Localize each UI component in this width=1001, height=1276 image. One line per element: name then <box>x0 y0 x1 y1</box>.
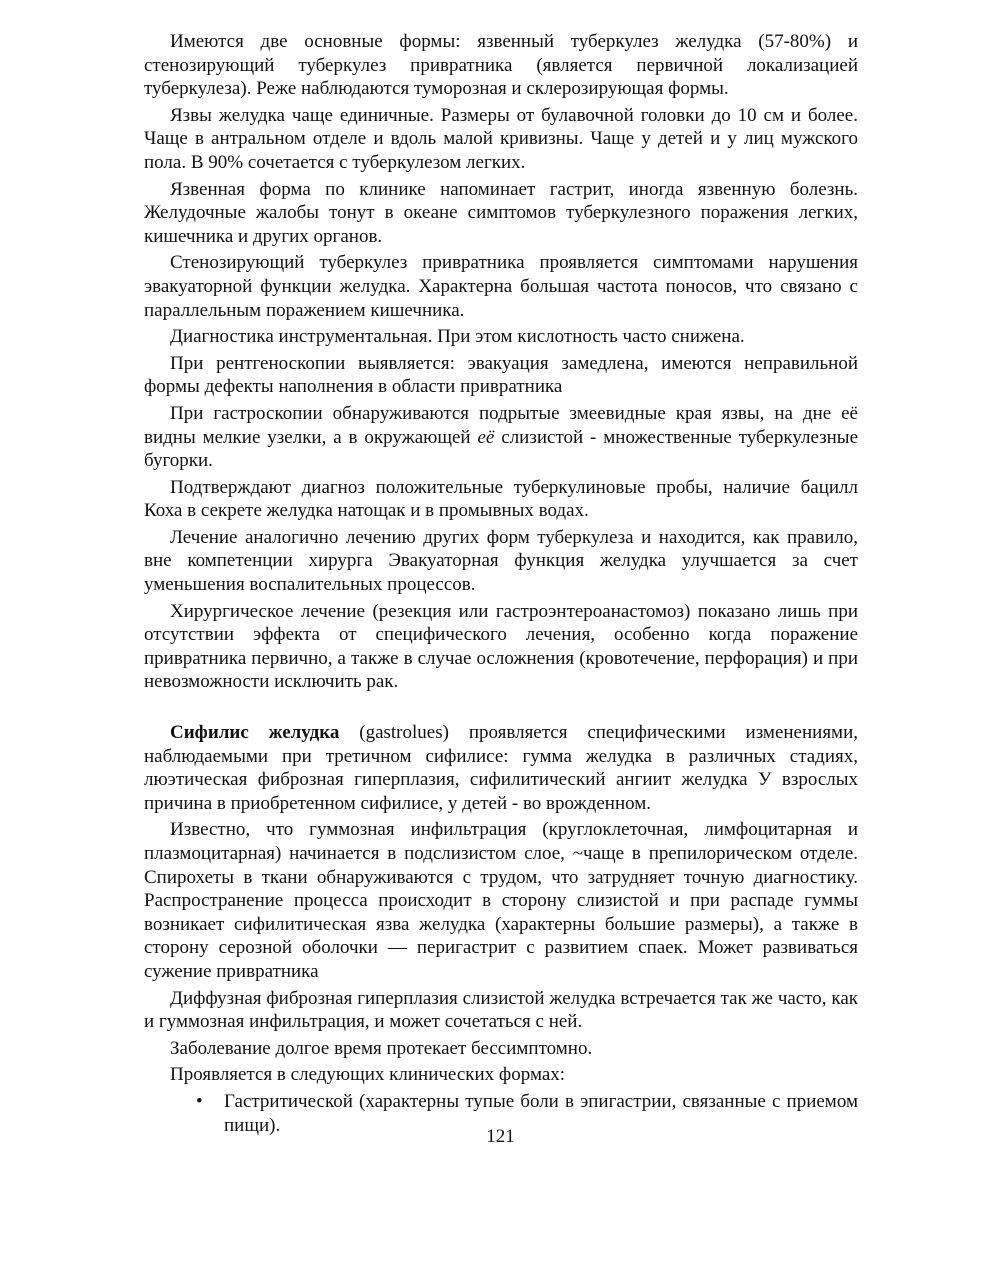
list-item-text: Гастритической (характерны тупые боли в эпигастрии, связанные с приемом пищи). <box>224 1090 858 1136</box>
paragraph: Известно, что гуммозная инфильтрация (круглоклеточная, лимфоцитарная и плазмоцитарная) начинается в подслизистом слое, ~чаще в препилорическом отделе. Спирохеты в ткани обнаруживаются с трудом, что затрудняет точную диагностику. Распространение процесса происходит в сторону слизистой и при распаде гуммы возникает сифилитическая язва желудка (характерны большие размеры), а также в сторону серозной оболочки — перигастрит с развитием спаек. Может развиваться сужение привратника <box>144 819 858 982</box>
section-title: Сифилис желудка <box>170 722 340 744</box>
paragraph-text: слизистой - множественные туберкулезные бугорки. <box>144 426 859 472</box>
paragraph: Проявляется в следующих клинических формах: <box>170 1064 566 1086</box>
emphasis-text: её <box>477 426 495 448</box>
paragraph: Стенозирующий туберкулез привратника проявляется симптомами нарушения эвакуаторной функции желудка. Характерна большая частота поносов, что связано с параллельным поражением кишечника. <box>144 252 858 321</box>
paragraph: Хирургическое лечение (резекция или гастроэнтероанастомоз) показано лишь при отсутствии эффекта от специфического лечения, особенно когда поражение привратника первично, а также в случае осложнения (кровотечение, перфорация) и при невозможности исключить рак. <box>144 600 858 693</box>
paragraph: Язвы желудка чаще единичные. Размеры от булавочной головки до 10 см и более. Чаще в антральном отделе и вдоль малой кривизны. Чаще у детей и у лиц мужского пола. В 90% сочетается с туберкулезом легких. <box>144 104 858 173</box>
paragraph <box>144 402 858 473</box>
paragraph-text: (gastrolues) проявляется специфическими изменениями, наблюдаемыми при третичном сифилисе: гумма желудка в различных стадиях, люэтическая фиброзная гиперплазия, сифилитический ангиит желудка У взрослых причина в приобретенном сифилисе, у детей - во врожденном. <box>144 722 858 814</box>
document-page <box>144 30 858 1137</box>
paragraph: При рентгеноскопии выявляется: эвакуация замедлена, имеются неправильной формы дефекты наполнения в области привратника <box>144 352 858 398</box>
paragraph: Имеются две основные формы: язвенный туберкулез желудка (57-80%) и стенозирующий туберкулез привратника (является первичной локализацией туберкулеза). Реже наблюдаются туморозная и склерозирующая формы. <box>144 31 858 100</box>
section-intro <box>144 721 858 815</box>
page-number: 121 <box>486 1126 515 1147</box>
paragraph-text: При гастроскопии обнаруживаются подрытые змеевидные края язвы, на дне её видны мелкие узелки, а в окружающей <box>144 402 858 448</box>
bullet-icon: • <box>196 1090 203 1112</box>
paragraph: Заболевание долгое время протекает бессимптомно. <box>170 1037 593 1059</box>
paragraph: Язвенная форма по клинике напоминает гастрит, иногда язвенную болезнь. Желудочные жалобы тонут в океане симптомов туберкулезного поражения легких, кишечника и других органов. <box>144 178 858 247</box>
paragraph: Диффузная фиброзная гиперплазия слизистой желудка встречается так же часто, как и гуммозная инфильтрация, и может сочетаться с ней. <box>144 987 858 1033</box>
paragraph: Лечение аналогично лечению других форм туберкулеза и находится, как правило, вне компетенции хирурга Эвакуаторная функция желудка улучшается за счет уменьшения воспалительных процессов. <box>144 526 858 596</box>
paragraph: Подтверждают диагноз положительные туберкулиновые пробы, наличие бацилл Коха в секрете желудка натощак и в промывных водах. <box>144 476 858 522</box>
paragraph: Диагностика инструментальная. При этом кислотность часто снижена. <box>170 326 745 348</box>
